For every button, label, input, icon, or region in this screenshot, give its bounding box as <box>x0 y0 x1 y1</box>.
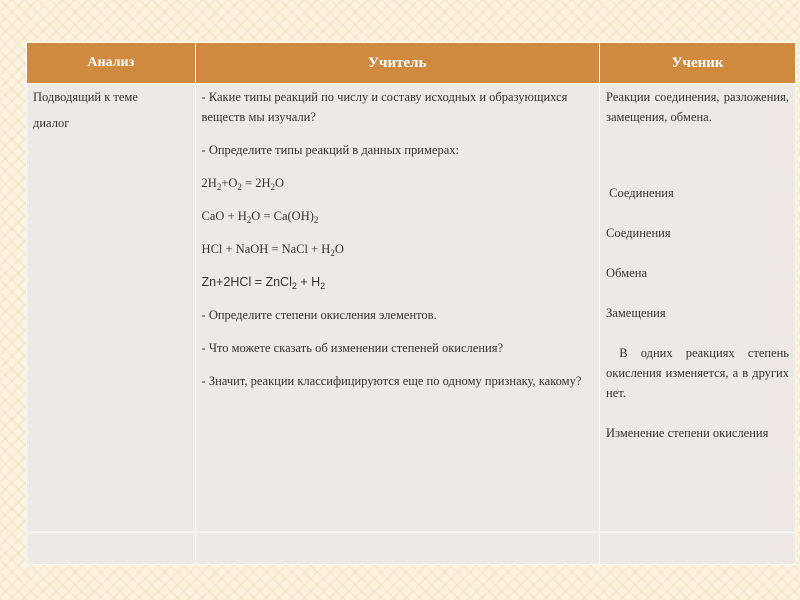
teacher-question-4: - Что можете сказать об изменении степеней окисления? <box>201 341 504 355</box>
equation-text: + H <box>296 275 321 289</box>
header-teacher: Учитель <box>195 43 600 84</box>
analysis-line-1: Подводящий к теме <box>33 90 138 104</box>
empty-cell <box>600 533 796 565</box>
student-answer-6: В одних реакциях степень окисления изменяется, а в других нет. <box>606 346 793 400</box>
analysis-line-2: диалог <box>33 116 70 130</box>
student-cell <box>600 84 796 533</box>
student-answer-5: Замещения <box>606 306 666 320</box>
subscript: 2 <box>216 182 222 192</box>
equation-text: HCl + NaOH = NaCl + H <box>201 242 331 256</box>
header-row <box>27 43 796 84</box>
subscript: 2 <box>320 281 326 291</box>
empty-row <box>27 533 796 565</box>
student-answer-1: Реакции соединения, разложения, замещения, обмена. <box>606 90 789 124</box>
header-analysis: Анализ <box>27 43 196 84</box>
equation-4 <box>202 272 594 292</box>
equation-text: 2H <box>201 176 217 190</box>
teacher-cell <box>195 84 600 533</box>
equation-3 <box>202 239 594 259</box>
equation-text: +O <box>221 176 238 190</box>
empty-cell <box>195 533 600 565</box>
lesson-table <box>26 42 796 565</box>
equation-text: CaO + H <box>201 209 247 223</box>
teacher-question-5: - Значит, реакции классифицируются еще по одному признаку, какому? <box>201 374 582 388</box>
teacher-question-3: - Определите степени окисления элементов. <box>201 308 437 322</box>
subscript: 2 <box>313 215 319 225</box>
equation-text: O <box>334 242 344 256</box>
student-answer-2: Соединения <box>606 186 674 200</box>
spacer <box>606 147 789 183</box>
equation-text: O = Ca(OH) <box>251 209 314 223</box>
teacher-question-1: - Какие типы реакций по числу и составу исходных и образующихся веществ мы изучали? <box>201 90 568 124</box>
subscript: 2 <box>270 182 275 192</box>
teacher-question-2: - Определите типы реакций в данных примерах: <box>201 143 459 157</box>
student-answer-7: Изменение степени окисления <box>606 426 769 440</box>
table-row <box>27 84 796 533</box>
equation-text: Zn+2HCl = ZnCl <box>201 275 292 289</box>
equation-text: = 2H <box>241 176 271 190</box>
equation-2 <box>202 206 594 226</box>
equation-1 <box>202 173 594 193</box>
subscript: 2 <box>291 281 297 291</box>
subscript: 2 <box>246 215 252 225</box>
student-answer-3: Соединения <box>606 226 671 240</box>
subscript: 2 <box>330 248 335 258</box>
student-answer-4: Обмена <box>606 266 648 280</box>
equation-text: O <box>274 176 285 190</box>
subscript: 2 <box>237 182 242 192</box>
analysis-cell <box>27 84 196 533</box>
header-student: Ученик <box>600 43 796 84</box>
empty-cell <box>27 533 196 565</box>
